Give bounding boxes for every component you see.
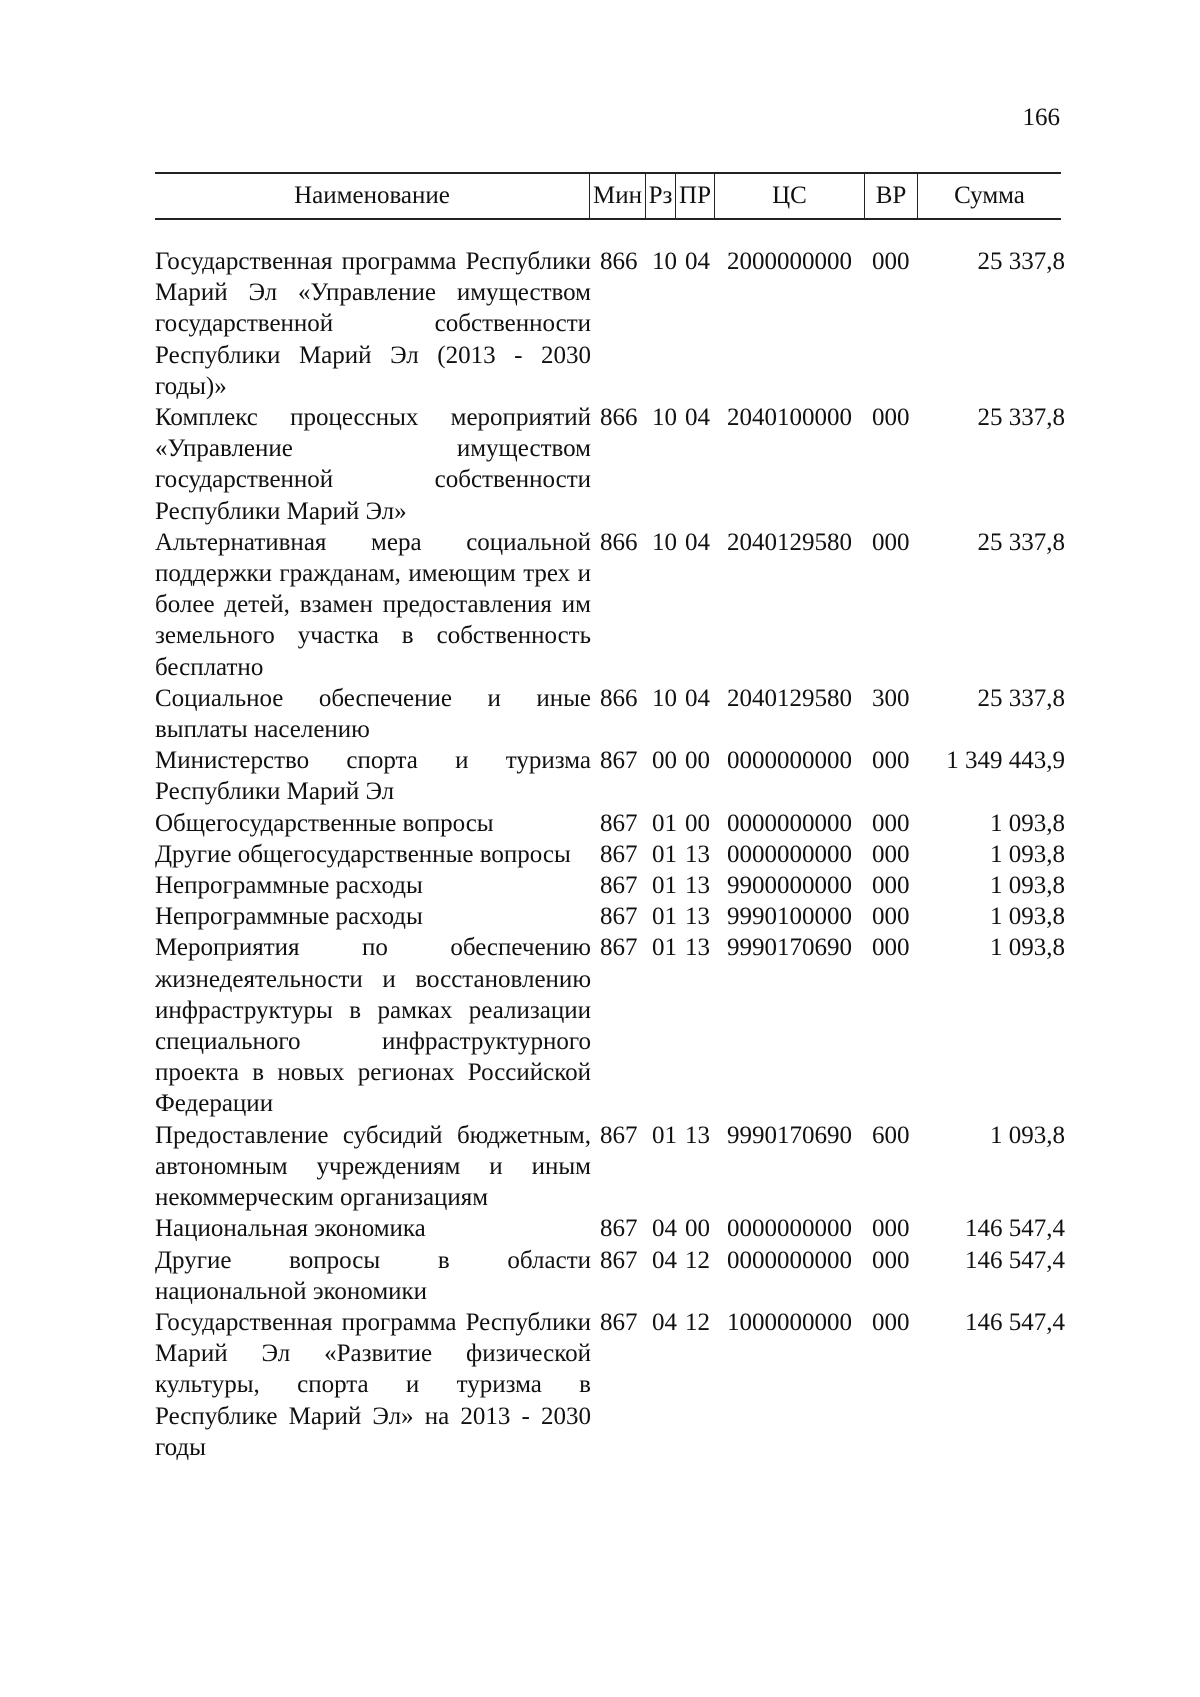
- row-cs: 0000000000: [727, 1246, 852, 1274]
- table-row: [155, 808, 1065, 839]
- table-row: [155, 1213, 1065, 1244]
- row-min: 867: [600, 747, 638, 775]
- row-rz: 10: [652, 248, 677, 275]
- row-pr: 13: [685, 840, 710, 868]
- row-name: Социальное обеспечение и иные выплаты населению: [155, 684, 591, 744]
- row-sum: 1 093,8: [990, 934, 1065, 962]
- row-name: Альтернативная мера социальной поддержки гражданам, имеющим трех и более детей, взамен предоставления им земельного участка в собственность бесплатно: [155, 528, 591, 681]
- row-rz: 04: [652, 1308, 677, 1336]
- row-sum: 1 349 443,9: [946, 747, 1065, 775]
- row-name: Общегосударственные вопросы: [155, 809, 494, 837]
- row-min: 866: [600, 248, 638, 275]
- table-row: [155, 901, 1065, 932]
- row-pr: 00: [685, 747, 710, 775]
- row-min: 867: [600, 1215, 638, 1243]
- row-cs: 2000000000: [727, 248, 852, 275]
- row-vr: 000: [872, 1308, 910, 1336]
- row-rz: 01: [652, 809, 677, 837]
- row-sum: 146 547,4: [965, 1246, 1065, 1274]
- row-rz: 10: [652, 404, 677, 432]
- row-cs: 9900000000: [727, 872, 852, 900]
- header-cs: ЦС: [772, 182, 807, 209]
- row-sum: 146 547,4: [965, 1308, 1065, 1336]
- table-row: [155, 745, 1065, 807]
- row-name: Другие вопросы в области национальной экономики: [155, 1246, 591, 1305]
- row-cs: 0000000000: [727, 840, 852, 868]
- row-min: 866: [600, 528, 638, 556]
- table-row: [155, 1120, 1065, 1214]
- row-vr: 600: [872, 1121, 910, 1149]
- row-rz: 10: [652, 684, 677, 712]
- header-sum: Сумма: [954, 182, 1025, 209]
- row-vr: 000: [872, 747, 910, 775]
- row-rz: 00: [652, 747, 677, 775]
- row-pr: 04: [685, 528, 710, 556]
- header-name: Наименование: [294, 182, 450, 209]
- row-sum: 1 093,8: [990, 840, 1065, 868]
- row-name: Предоставление субсидий бюджетным, автономным учреждениям и иным некоммерческим организациям: [155, 1121, 591, 1212]
- row-name: Национальная экономика: [155, 1215, 426, 1243]
- row-min: 867: [600, 1308, 638, 1336]
- row-pr: 13: [685, 903, 710, 931]
- row-sum: 1 093,8: [990, 872, 1065, 900]
- row-name: Государственная программа Республики Марий Эл «Развитие физической культуры, спорта и туризма в Республике Марий Эл» на 2013 - 2030 годы: [155, 1308, 591, 1461]
- row-sum: 146 547,4: [965, 1215, 1065, 1243]
- row-cs: 0000000000: [727, 1215, 852, 1243]
- row-pr: 04: [685, 684, 710, 712]
- row-sum: 25 337,8: [977, 684, 1065, 712]
- row-vr: 300: [872, 684, 910, 712]
- row-min: 866: [600, 684, 638, 712]
- row-name: Государственная программа Республики Марий Эл «Управление имуществом государственной собственности Республики Марий Эл (2013 - 2030 годы)»: [155, 248, 591, 400]
- row-pr: 04: [685, 404, 710, 432]
- row-cs: 9990170690: [727, 934, 852, 962]
- row-rz: 01: [652, 1121, 677, 1149]
- row-rz: 04: [652, 1246, 677, 1274]
- row-cs: 0000000000: [727, 747, 852, 775]
- row-min: 867: [600, 934, 638, 962]
- row-cs: 2040129580: [727, 684, 852, 712]
- row-min: 867: [600, 809, 638, 837]
- header-rz: Рз: [648, 182, 673, 209]
- row-min: 866: [600, 404, 638, 432]
- row-pr: 13: [685, 1121, 710, 1149]
- row-name: Министерство спорта и туризма Республики Марий Эл: [155, 747, 591, 806]
- row-sum: 25 337,8: [977, 528, 1065, 556]
- row-rz: 01: [652, 934, 677, 962]
- row-cs: 9990100000: [727, 903, 852, 931]
- row-name: Непрограммные расходы: [155, 872, 423, 900]
- table-row: [155, 402, 1065, 527]
- row-rz: 04: [652, 1215, 677, 1243]
- row-sum: 1 093,8: [990, 903, 1065, 931]
- table-row: [155, 1245, 1065, 1307]
- row-vr: 000: [872, 934, 910, 962]
- header-vr: ВР: [875, 182, 907, 209]
- table-row: [155, 839, 1065, 870]
- row-pr: 13: [685, 872, 710, 900]
- page-number: 166: [1022, 104, 1060, 131]
- table-row: [155, 932, 1065, 1119]
- row-sum: 25 337,8: [977, 404, 1065, 432]
- row-min: 867: [600, 903, 638, 931]
- row-sum: 1 093,8: [990, 809, 1065, 837]
- row-cs: 9990170690: [727, 1121, 852, 1149]
- row-rz: 01: [652, 840, 677, 868]
- row-vr: 000: [872, 903, 910, 931]
- row-pr: 13: [685, 934, 710, 962]
- row-pr: 00: [685, 809, 710, 837]
- row-cs: 2040129580: [727, 528, 852, 556]
- row-vr: 000: [872, 1215, 910, 1243]
- table-row: [155, 527, 1065, 683]
- row-sum: 25 337,8: [977, 248, 1065, 275]
- row-sum: 1 093,8: [990, 1121, 1065, 1149]
- row-pr: 12: [685, 1308, 710, 1336]
- header-pr: ПР: [679, 182, 711, 209]
- row-vr: 000: [872, 528, 910, 556]
- row-cs: 0000000000: [727, 809, 852, 837]
- row-vr: 000: [872, 404, 910, 432]
- row-vr: 000: [872, 1246, 910, 1274]
- row-name: Мероприятия по обеспечению жизнедеятельности и восстановлению инфраструктуры в рамках реализации специального инфраструктурного проекта в новых регионах Российской Федерации: [155, 934, 591, 1118]
- table-row: [155, 683, 1065, 745]
- row-min: 867: [600, 1246, 638, 1274]
- row-name: Другие общегосударственные вопросы: [155, 840, 571, 868]
- row-name: Непрограммные расходы: [155, 903, 423, 931]
- row-cs: 2040100000: [727, 404, 852, 432]
- row-vr: 000: [872, 248, 910, 275]
- row-min: 867: [600, 872, 638, 900]
- table-row: [155, 1307, 1065, 1463]
- row-vr: 000: [872, 840, 910, 868]
- row-pr: 04: [685, 248, 710, 275]
- table-body: [155, 246, 1065, 1463]
- row-min: 867: [600, 1121, 638, 1149]
- row-pr: 00: [685, 1215, 710, 1243]
- table-header: [155, 172, 1061, 220]
- table-row: [155, 870, 1065, 901]
- row-rz: 01: [652, 872, 677, 900]
- row-vr: 000: [872, 809, 910, 837]
- row-min: 867: [600, 840, 638, 868]
- header-min: Мин: [593, 182, 642, 209]
- row-pr: 12: [685, 1246, 710, 1274]
- row-name: Комплекс процессных мероприятий «Управление имуществом государственной собственности Республики Марий Эл»: [155, 404, 591, 525]
- table-row: [155, 246, 1065, 402]
- row-rz: 10: [652, 528, 677, 556]
- row-vr: 000: [872, 872, 910, 900]
- row-rz: 01: [652, 903, 677, 931]
- row-cs: 1000000000: [727, 1308, 852, 1336]
